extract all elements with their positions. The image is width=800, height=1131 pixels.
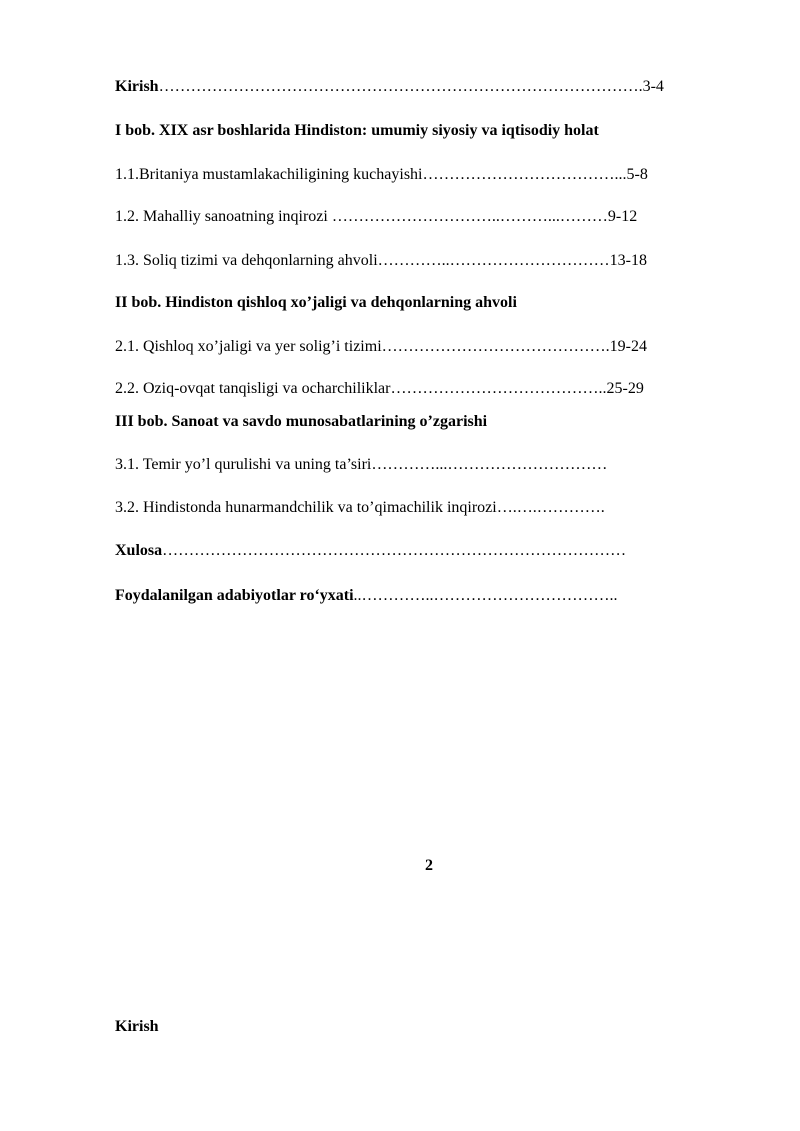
next-page-heading: Kirish — [115, 1018, 159, 1035]
toc-entry-1-1 — [115, 165, 648, 185]
toc-entry-2-2 — [115, 379, 644, 399]
toc-entry-xulosa — [115, 541, 626, 561]
page-number: 2 — [425, 857, 433, 874]
toc-entry-title: 3.1. Temir yo’l qurulishi va uning ta’siri — [115, 456, 372, 473]
toc-entry-leader: …………………………..………...……… — [331, 208, 608, 225]
toc-entry-leader: ………………………………….. — [390, 380, 607, 397]
toc-entry-title: III bob. Sanoat va savdo munosabatlarining o’zgarishi — [115, 413, 488, 430]
toc-entry-title: 1.2. Mahalliy sanoatning inqirozi — [115, 208, 332, 225]
toc-entry-3-1 — [115, 455, 607, 475]
toc-entry-title: 2.1. Qishloq xo’jaligi va yer solig’i tizimi — [115, 338, 382, 355]
toc-entry-title: 2.2. Oziq-ovqat tanqisligi va ocharchiliklar — [115, 380, 391, 397]
toc-entry-leader: …………………………………………………………………………… — [162, 542, 627, 559]
toc-chapter-1-heading — [115, 121, 599, 141]
toc-entry-1-3 — [115, 251, 647, 271]
toc-entry-bibliography — [115, 586, 618, 606]
toc-entry-title: 3.2. Hindistonda hunarmandchilik va to’qimachilik inqirozi — [115, 499, 497, 516]
toc-entry-leader: …………...………………………… — [371, 456, 608, 473]
toc-entry-title: II bob. Hindiston qishloq xo’jaligi va dehqonlarning ahvoli — [115, 294, 517, 311]
toc-entry-title: 1.1.Britaniya mustamlakachiligining kuchayishi — [115, 166, 423, 183]
toc-entry-pages: 3-4 — [642, 78, 664, 95]
toc-entry-3-2 — [115, 498, 605, 518]
toc-entry-pages: 13-18 — [609, 252, 647, 269]
toc-entry-title: I bob. XIX asr boshlarida Hindiston: umumiy siyosiy va iqtisodiy holat — [115, 122, 599, 139]
toc-chapter-3-heading — [115, 412, 487, 432]
toc-entry-title: 1.3. Soliq tizimi va dehqonlarning ahvoli — [115, 252, 378, 269]
toc-entry-1-2 — [115, 207, 637, 227]
toc-entry-pages: 9-12 — [607, 208, 638, 225]
toc-entry-leader: ………………………………... — [422, 166, 627, 183]
toc-entry-leader: …………..………………………… — [377, 252, 610, 269]
toc-entry-leader: ………………………………………………………………………………. — [158, 78, 643, 95]
toc-entry-title: Xulosa — [115, 542, 163, 559]
toc-entry-pages: 5-8 — [626, 166, 648, 183]
toc-entry-pages: 19-24 — [609, 338, 647, 355]
toc-entry-pages: 25-29 — [606, 380, 644, 397]
toc-entry-title: Kirish — [115, 78, 159, 95]
toc-entry-2-1 — [115, 337, 647, 357]
toc-entry-title: Foydalanilgan adabiyotlar ro‘yxati — [115, 587, 354, 604]
toc-entry-leader: ….….…………. — [496, 499, 605, 516]
toc-chapter-2-heading — [115, 293, 517, 313]
toc-entry-leader: ……………………………………. — [381, 338, 610, 355]
toc-entry-leader: ..…………..…………………………….. — [353, 587, 618, 604]
toc-entry-kirish — [115, 77, 664, 97]
